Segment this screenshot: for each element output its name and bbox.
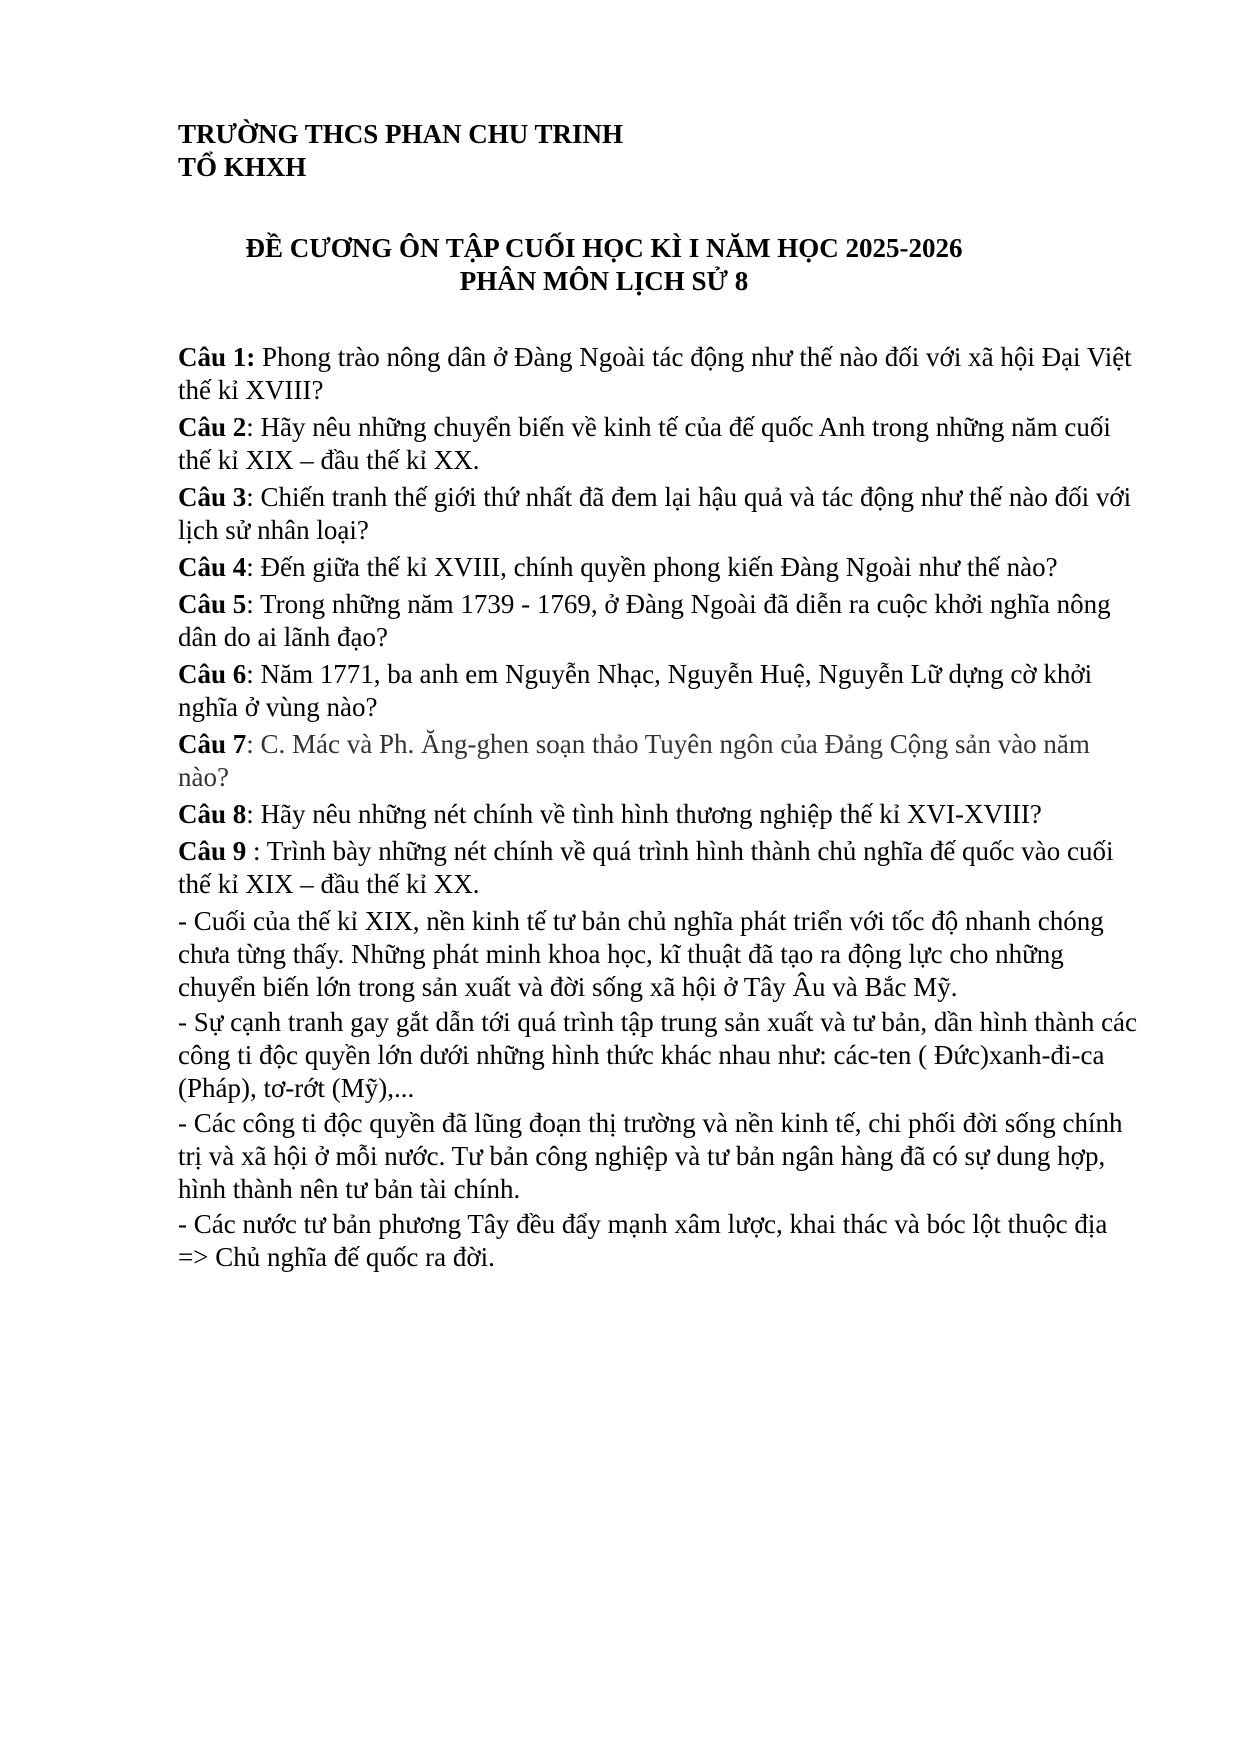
question-6 (178, 658, 1138, 724)
question-label: Câu 3 (178, 482, 247, 512)
question-5 (178, 588, 1138, 654)
question-text: : Hãy nêu những nét chính về tình hình thương nghiệp thế kỉ XVI-XVIII? (246, 799, 1042, 829)
question-1 (178, 341, 1138, 407)
question-text: : Năm 1771, ba anh em Nguyễn Nhạc, Nguyễn Huệ, Nguyễn Lữ dựng cờ khởi nghĩa ở vùng nào? (178, 659, 1093, 722)
question-text: : C. Mác và Ph. Ăng-ghen soạn thảo Tuyên ngôn của Đảng Cộng sản vào năm nào? (178, 729, 1090, 792)
document-subtitle: PHÂN MÔN LỊCH SỬ 8 (459, 266, 749, 296)
question-text: : Chiến tranh thế giới thứ nhất đã đem lại hậu quả và tác động như thế nào đối với lịch sử nhân loại? (178, 482, 1132, 545)
question-label: Câu 7 (178, 729, 247, 759)
answer-9 (178, 905, 1138, 1274)
question-label: Câu 2 (178, 412, 247, 442)
question-8 (178, 798, 1138, 831)
question-label: Câu 8 (178, 799, 247, 829)
question-9 (178, 835, 1138, 901)
question-label: Câu 6 (178, 659, 247, 689)
question-text: Phong trào nông dân ở Đàng Ngoài tác động như thế nào đối với xã hội Đại Việt thế kỉ XVIII? (178, 342, 1132, 405)
question-3 (178, 481, 1138, 547)
question-2 (178, 411, 1138, 477)
answer-paragraph: - Cuối của thế kỉ XIX, nền kinh tế tư bản chủ nghĩa phát triển với tốc độ nhanh chóng chưa từng thấy. Những phát minh khoa học, kĩ thuật đã tạo ra động lực cho những chuyển biến lớn trong sản xuất và đời sống xã hội ở Tây Âu và Bắc Mỹ. (178, 906, 1104, 1002)
question-label: Câu 9 (178, 836, 247, 866)
department-name: TỔ KHXH (178, 152, 307, 182)
answer-paragraph: - Các công ti độc quyền đã lũng đoạn thị trường và nền kinh tế, chi phối đời sống chính trị và xã hội ở mỗi nước. Tư bản công nghiệp và tư bản ngân hàng đã có sự dung hợp, hình thành nên tư bản tài chính. (178, 1108, 1123, 1204)
document-page (178, 118, 1138, 1276)
answer-paragraph: - Sự cạnh tranh gay gắt dẫn tới quá trình tập trung sản xuất và tư bản, dần hình thành các công ti độc quyền lớn dưới những hình thức khác nhau như: các-ten ( Đức)xanh-đi-ca (Pháp), tơ-rớt (Mỹ),... (178, 1007, 1138, 1103)
question-text: : Trong những năm 1739 - 1769, ở Đàng Ngoài đã diễn ra cuộc khởi nghĩa nông dân do ai lãnh đạo? (178, 589, 1111, 652)
question-list (178, 341, 1138, 1274)
question-label: Câu 1: (178, 342, 256, 372)
document-titles (178, 232, 1030, 298)
answer-paragraph: - Các nước tư bản phương Tây đều đẩy mạnh xâm lược, khai thác và bóc lột thuộc địa => Chủ nghĩa đế quốc ra đời. (178, 1209, 1108, 1272)
question-7 (178, 728, 1138, 794)
question-text: : Hãy nêu những chuyển biến về kinh tế của đế quốc Anh trong những năm cuối thế kỉ XIX – đầu thế kỉ XX. (178, 412, 1111, 475)
question-text: : Đến giữa thế kỉ XVIII, chính quyền phong kiến Đàng Ngoài như thế nào? (246, 552, 1058, 582)
question-text: : Trình bày những nét chính về quá trình hình thành chủ nghĩa đế quốc vào cuối thế kỉ XIX – đầu thế kỉ XX. (178, 836, 1114, 899)
question-label: Câu 4 (178, 552, 247, 582)
question-label: Câu 5 (178, 589, 247, 619)
document-title: ĐỀ CƯƠNG ÔN TẬP CUỐI HỌC KÌ I NĂM HỌC 2025-2026 (245, 233, 963, 263)
school-name: TRƯỜNG THCS PHAN CHU TRINH (178, 119, 624, 149)
question-4 (178, 551, 1138, 584)
